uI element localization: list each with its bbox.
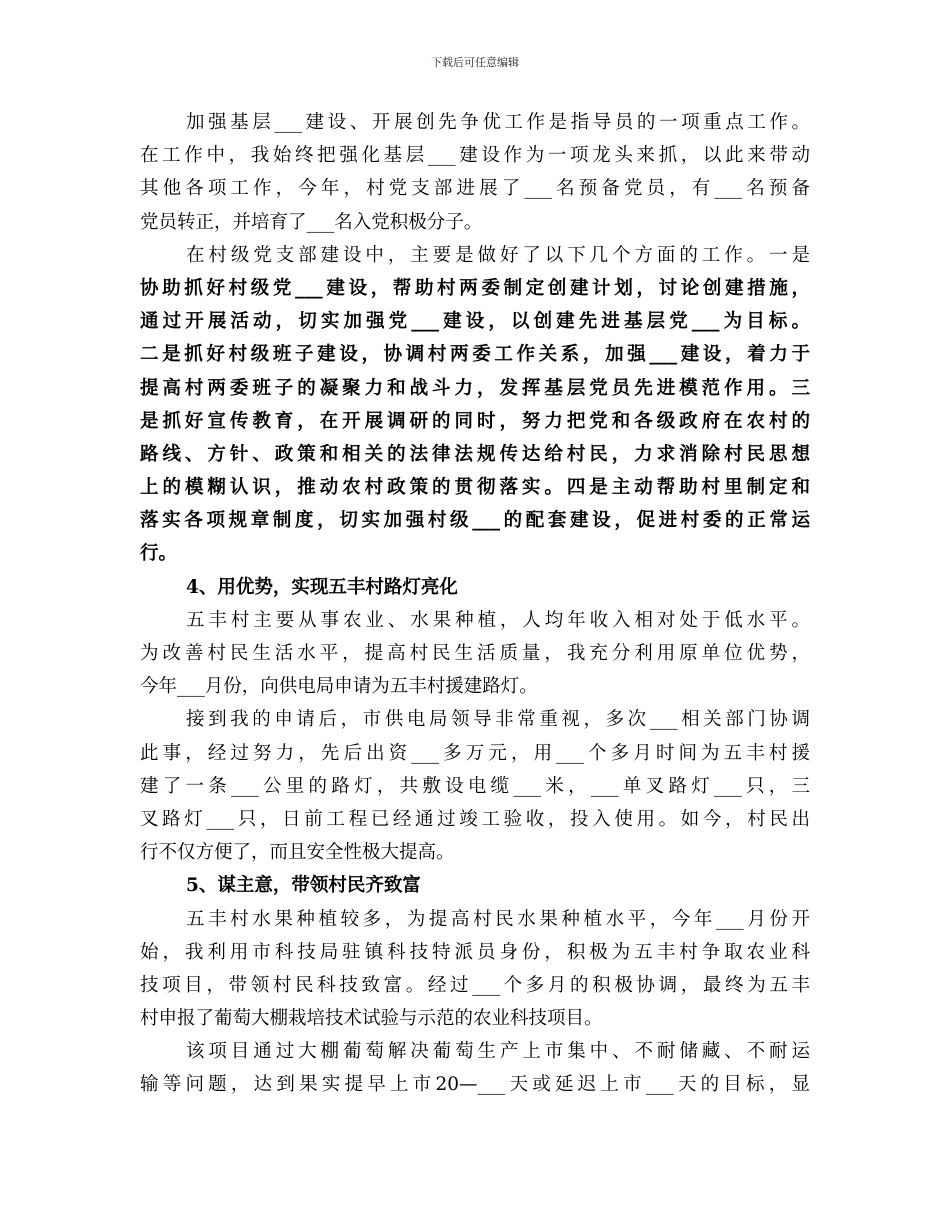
text-line: 技项目，带领村民科技致富。经过___个多月的积极协调，最终为五丰 [140, 974, 810, 996]
text-line: 输等问题，达到果实提早上市20—___天或延迟上市___天的目标，显 [140, 1074, 810, 1096]
text-line: 在村级党支部建设中，主要是做好了以下几个方面的工作。一是 [186, 244, 810, 266]
text-line: 行。 [140, 543, 178, 565]
text-line: 在工作中，我始终把强化基层___建设作为一项龙头来抓，以此来带动 [140, 145, 810, 167]
text-line: 上的模糊认识，推动农村政策的贯彻落实。四是主动帮助村里制定和 [140, 477, 810, 499]
text-line: 二是抓好村级班子建设，协调村两委工作关系，加强___建设，着力于 [140, 344, 810, 366]
text-line: 路线、方针、政策和相关的法律法规传达给村民，力求消除村民思想 [140, 443, 810, 465]
text-line: 是抓好宣传教育，在开展调研的同时，努力把党和各级政府在农村的 [140, 410, 810, 432]
text-line: 党员转正，并培育了___名入党积极分子。 [140, 211, 483, 233]
text-line: 加强基层___建设、开展创先争优工作是指导员的一项重点工作。 [186, 112, 810, 133]
text-line: 五丰村主要从事农业、水果种植，人均年收入相对处于低水平。 [186, 609, 810, 631]
text-line: 其他各项工作，今年，村党支部进展了___名预备党员，有___名预备 [140, 178, 810, 200]
text-line: 村申报了葡萄大棚栽培技术试验与示范的农业科技项目。 [140, 1008, 603, 1030]
text-line: 为改善村民生活水平，提高村民生活质量，我充分利用原单位优势， [140, 643, 810, 664]
text-line: 叉路灯___只，日前工程已经通过竣工验收，投入使用。如今，村民出 [140, 808, 810, 830]
text-line: 提高村两委班子的凝聚力和战斗力，发挥基层党员先进模范作用。三 [140, 377, 810, 399]
page-header: 下载后可任意编辑 [431, 56, 519, 69]
text-line: 接到我的申请后，市供电局领导非常重视，多次___相关部门协调 [186, 709, 810, 731]
text-line: 通过开展活动，切实加强党___建设，以创建先进基层党___为目标。 [140, 311, 810, 333]
text-line: 始，我利用市科技局驻镇科技特派员身份，积极为五丰村争取农业科 [140, 941, 810, 963]
text-line: 该项目通过大棚葡萄解决葡萄生产上市集中、不耐储藏、不耐运 [186, 1041, 810, 1063]
text-line: 建了一条___公里的路灯，共敷设电缆___米，___单叉路灯___只，三 [140, 775, 810, 797]
text-line: 落实各项规章制度，切实加强村级___的配套建设，促进村委的正常运 [140, 510, 810, 532]
section-heading: 5、谋主意，带领村民齐致富 [186, 875, 421, 897]
text-line: 五丰村水果种植较多，为提高村民水果种植水平，今年___月份开 [186, 908, 810, 930]
text-line: 行不仅方便了，而且安全性极大提高。 [140, 842, 455, 864]
text-line: 今年___月份，向供电局申请为五丰村援建路灯。 [140, 676, 538, 698]
text-line: 协助抓好村级党___建设，帮助村两委制定创建计划，讨论创建措施， [140, 277, 810, 299]
section-heading: 4、用优势，实现五丰村路灯亮化 [186, 576, 458, 598]
document-body [140, 106, 810, 1102]
text-line: 此事，经过努力，先后出资___多万元，用___个多月时间为五丰村援 [140, 742, 810, 764]
